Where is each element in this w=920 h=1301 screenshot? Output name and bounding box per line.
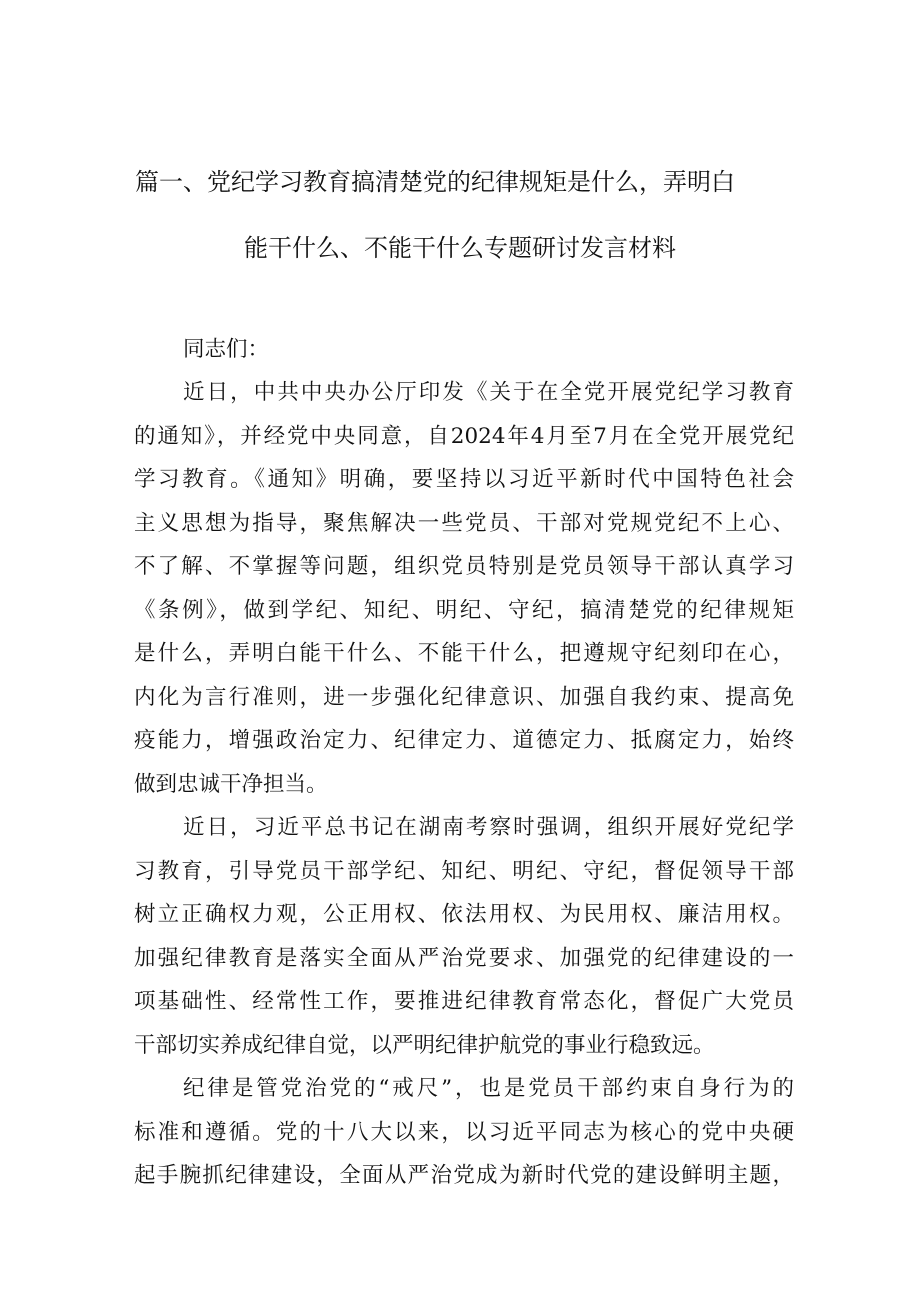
paragraph-line: 树立正确权力观，公正用权、依法用权、为民用权、廉洁用权。 xyxy=(134,902,794,927)
paragraph-line: 标准和遵循。党的十八大以来，以习近平同志为核心的党中央硬 xyxy=(134,1119,794,1145)
paragraph-line: 加强纪律教育是落实全面从严治党要求、加强党的纪律建设的一 xyxy=(134,945,794,971)
paragraph-line: 疫能力，增强政治定力、纪律定力、道德定力、抵腐定力，始终 xyxy=(134,728,794,753)
paragraph-3 xyxy=(134,1067,794,1198)
title-line-1: 篇一、党纪学习教育搞清楚党的纪律规矩是什么，弄明白 xyxy=(135,168,735,196)
paragraph-line: 的通知》，并经党中央同意，自2024年4月至7月在全党开展党纪 xyxy=(134,423,794,449)
paragraph-line: 主义思想为指导，聚焦解决一些党员、干部对党规党纪不上心、 xyxy=(134,510,794,536)
paragraph-line: 做到忠诚干净担当。 xyxy=(134,771,328,797)
paragraph-line: 不了解、不掌握等问题，组织党员特别是党员领导干部认真学习 xyxy=(134,554,794,579)
paragraph-line: 项基础性、经常性工作，要推进纪律教育常态化，督促广大党员 xyxy=(134,989,794,1014)
paragraph-line: 是什么，弄明白能干什么、不能干什么，把遵规守纪刻印在心， xyxy=(134,641,794,666)
paragraph-2 xyxy=(134,806,794,1067)
paragraph-line: 起手腕抓纪律建设，全面从严治党成为新时代党的建设鲜明主题， xyxy=(134,1163,794,1188)
title-line-2: 能干什么、不能干什么专题研讨发言材料 xyxy=(244,234,676,262)
paragraph-line: 近日，中共中央办公厅印发《关于在全党开展党纪学习教育 xyxy=(183,380,794,405)
paragraph-line: 近日，习近平总书记在湖南考察时强调，组织开展好党纪学 xyxy=(183,815,794,840)
paragraph-line: 习教育，引导党员干部学纪、知纪、明纪、守纪，督促领导干部 xyxy=(134,858,794,884)
paragraph-1 xyxy=(134,371,794,806)
paragraph-line: 内化为言行准则，进一步强化纪律意识、加强自我约束、提高免 xyxy=(134,684,794,710)
paragraph-line: 纪律是管党治党的“戒尺”，也是党员干部约束自身行为的 xyxy=(183,1076,794,1101)
salutation: 同志们： xyxy=(183,337,270,362)
paragraph-line: 学习教育。《通知》明确，要坚持以习近平新时代中国特色社会 xyxy=(134,467,794,492)
paragraph-line: 《条例》，做到学纪、知纪、明纪、守纪，搞清楚党的纪律规矩 xyxy=(134,597,794,623)
paragraph-line: 干部切实养成纪律自觉，以严明纪律护航党的事业行稳致远。 xyxy=(134,1032,715,1058)
